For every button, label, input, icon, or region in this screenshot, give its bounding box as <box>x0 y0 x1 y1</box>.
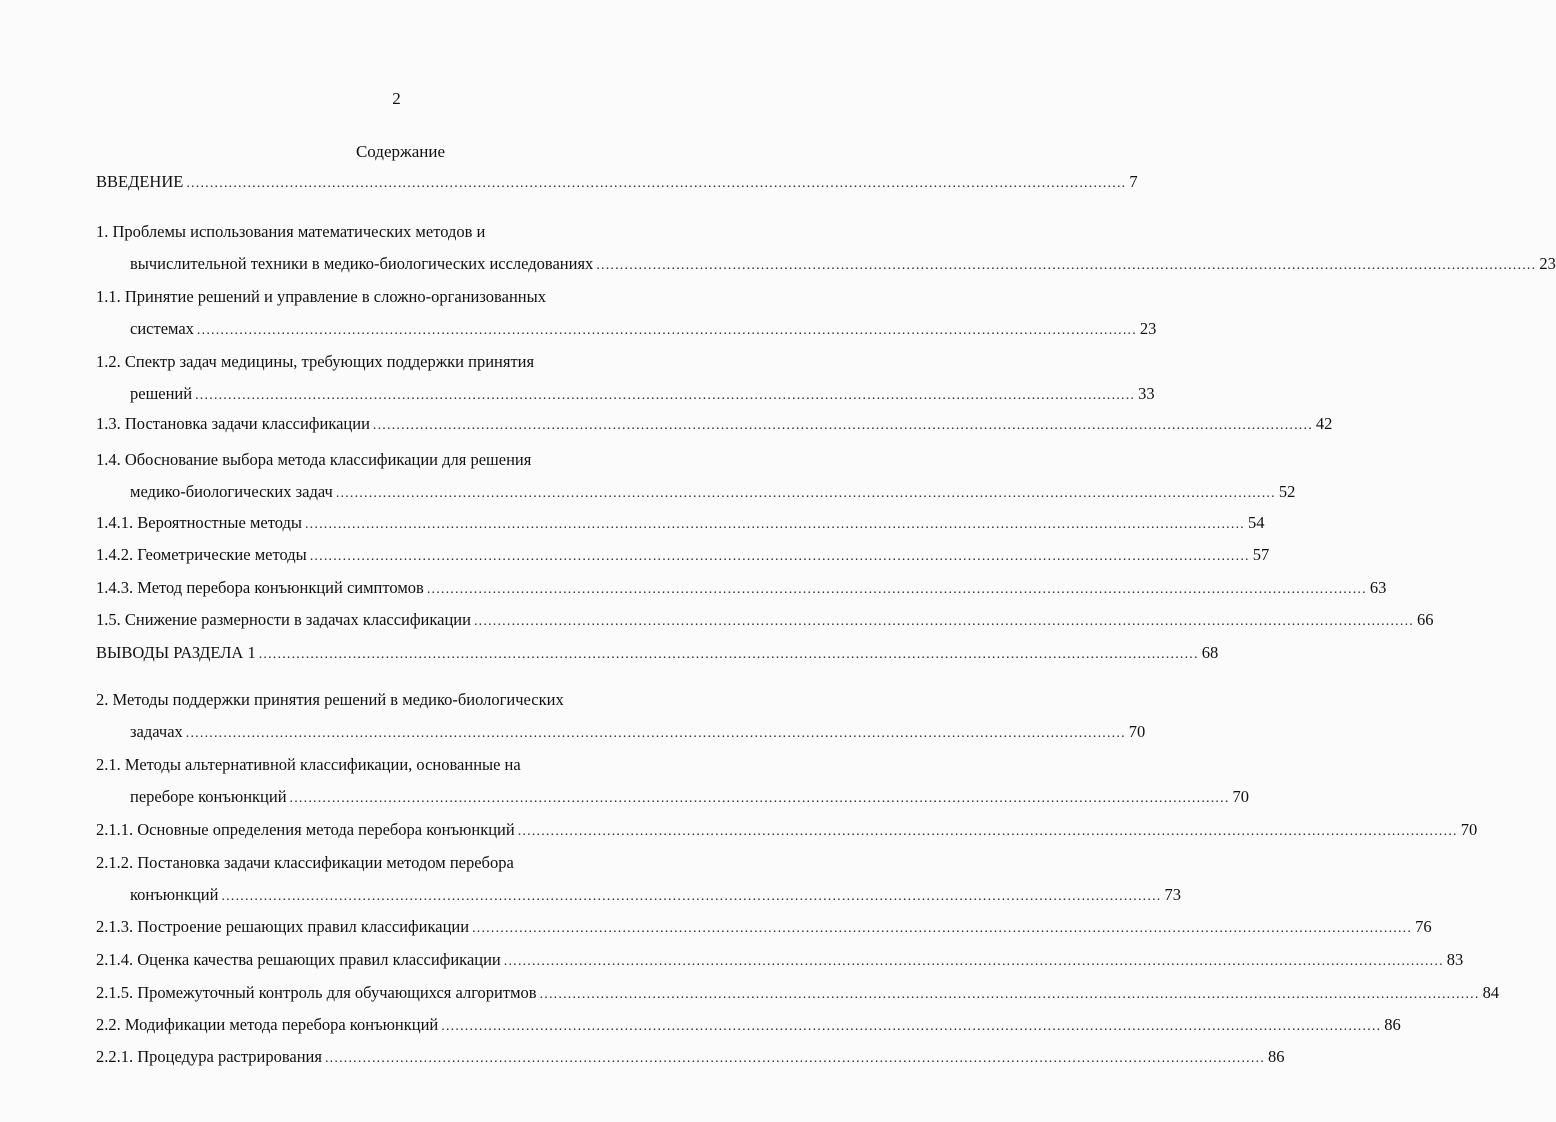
toc-entry[interactable] <box>96 287 1157 343</box>
toc-entry[interactable] <box>96 610 1434 634</box>
toc-entry[interactable] <box>96 820 1478 844</box>
toc-entry[interactable] <box>96 917 1432 941</box>
toc-entry-title: 1.4.2. Геометрические методы <box>96 545 307 564</box>
toc-entry-title: 1.1. Принятие решений и управление в сложно-организованных <box>96 287 546 306</box>
page-number: 2 <box>392 89 401 108</box>
toc-entry-line <box>96 983 1500 1007</box>
toc-entry-page-number: 84 <box>1482 983 1500 1002</box>
toc-entry-page-number: 86 <box>1267 1047 1285 1066</box>
toc-entry-title: задачах <box>130 722 183 741</box>
toc-entry-page-number: 68 <box>1201 643 1219 662</box>
toc-entry-line <box>96 1015 1401 1039</box>
toc-entry-title: 2. Методы поддержки принятия решений в медико-биологических <box>96 690 564 709</box>
dot-leader: ........................................................................................................................................................................................................ <box>221 889 1162 904</box>
toc-entry-page-number: 63 <box>1369 578 1387 597</box>
toc-entry-title: ВЫВОДЫ РАЗДЕЛА 1 <box>96 643 256 662</box>
toc-entry[interactable] <box>96 853 1181 909</box>
toc-title: Содержание <box>355 142 446 161</box>
toc-entry-continuation <box>96 885 1181 909</box>
toc-entry-page-number: 52 <box>1278 482 1296 501</box>
toc-entry-continuation <box>96 482 1296 506</box>
toc-entry[interactable] <box>96 643 1219 667</box>
toc-entry[interactable] <box>96 755 1250 811</box>
toc-entry[interactable] <box>96 513 1265 537</box>
toc-entry-title: 1.4.1. Вероятностные методы <box>96 513 302 532</box>
toc-entry-continuation <box>96 254 1556 278</box>
toc-entry-line <box>96 643 1219 667</box>
toc-entry[interactable] <box>96 414 1333 438</box>
toc-entry-title: 2.1.3. Построение решающих правил классификации <box>96 917 470 936</box>
toc-entry[interactable] <box>96 950 1464 974</box>
toc-entry-line <box>96 545 1270 569</box>
toc-entry-title: медико-биологических задач <box>130 482 333 501</box>
toc-entry-line <box>96 755 723 779</box>
dot-leader: ........................................................................................................................................................................................................ <box>185 726 1126 741</box>
dot-leader: ........................................................................................................................................................................................................ <box>472 921 1413 936</box>
toc-entry[interactable] <box>96 172 1138 196</box>
toc-entry-title: 1.3. Постановка задачи классификации <box>96 414 370 433</box>
toc-entry[interactable] <box>96 450 1296 506</box>
dot-leader: ........................................................................................................................................................................................................ <box>289 791 1230 806</box>
dot-leader: ........................................................................................................................................................................................................ <box>539 987 1480 1002</box>
toc-entry-line <box>96 578 1387 602</box>
toc-entry-page-number: 57 <box>1252 545 1270 564</box>
toc-entry-page-number: 33 <box>1138 384 1155 403</box>
toc-entry[interactable] <box>96 578 1387 602</box>
toc-entry-line <box>96 917 1432 941</box>
toc-entry-line <box>96 352 723 376</box>
toc-entry[interactable] <box>96 222 1556 278</box>
toc-entry[interactable] <box>96 1015 1401 1039</box>
toc-entry-page-number: 83 <box>1446 950 1464 969</box>
toc-entry[interactable] <box>96 690 1146 746</box>
toc-entry-title: 1.2. Спектр задач медицины, требующих поддержки принятия <box>96 352 535 371</box>
toc-entry-line <box>96 287 723 311</box>
toc-entry-title: системах <box>130 319 194 338</box>
dot-leader: ........................................................................................................................................................................................................ <box>596 258 1537 273</box>
toc-entry-title: 2.2.1. Процедура растрирования <box>96 1047 322 1066</box>
toc-entry-page-number: 23 <box>1139 319 1157 338</box>
dot-leader: ........................................................................................................................................................................................................ <box>517 824 1458 839</box>
toc-entry-title: ВВЕДЕНИЕ <box>96 172 184 191</box>
toc-entry-line <box>96 414 1333 438</box>
toc-entry-continuation <box>96 319 1157 343</box>
toc-entry-page-number: 42 <box>1315 414 1333 433</box>
toc-entry-page-number: 23 <box>1539 254 1556 273</box>
toc-entry-page-number: 70 <box>1232 787 1250 806</box>
toc-entry-continuation <box>96 384 1155 408</box>
dot-leader: ........................................................................................................................................................................................................ <box>196 323 1137 338</box>
dot-leader: ........................................................................................................................................................................................................ <box>426 582 1367 597</box>
dot-leader: ........................................................................................................................................................................................................ <box>335 486 1276 501</box>
toc-entry-line <box>96 450 723 474</box>
dot-leader: ........................................................................................................................................................................................................ <box>372 418 1313 433</box>
toc-entry-title: 2.1.2. Постановка задачи классификации методом перебора <box>96 853 514 872</box>
toc-entry-continuation <box>96 722 1146 746</box>
toc-entry-title: 1.4.3. Метод перебора конъюнкций симптомов <box>96 578 424 597</box>
dot-leader: ........................................................................................................................................................................................................ <box>186 176 1127 191</box>
toc-entry-line <box>96 610 1434 634</box>
toc-entry-title: 1.4. Обоснование выбора метода классификации для решения <box>96 450 532 469</box>
toc-entry-page-number: 86 <box>1384 1015 1401 1034</box>
toc-entry-title: 2.1.4. Оценка качества решающих правил классификации <box>96 950 501 969</box>
dot-leader: ........................................................................................................................................................................................................ <box>195 388 1136 403</box>
dot-leader: ........................................................................................................................................................................................................ <box>473 614 1414 629</box>
toc-entry-line <box>96 1047 1285 1071</box>
toc-entry-line <box>96 222 723 246</box>
toc-entry-line <box>96 950 1464 974</box>
toc-entry-title: конъюнкций <box>130 885 219 904</box>
toc-entry-title: 2.2. Модификации метода перебора конъюнкций <box>96 1015 439 1034</box>
toc-entry-line <box>96 513 1265 537</box>
toc-entry-title: 2.1. Методы альтернативной классификации, основанные на <box>96 755 521 774</box>
toc-entry-title: 1. Проблемы использования математических методов и <box>96 222 486 241</box>
toc-entry-title: 1.5. Снижение размерности в задачах классификации <box>96 610 471 629</box>
toc-entry-page-number: 73 <box>1164 885 1181 904</box>
toc-entry-line <box>96 853 723 877</box>
toc-entry-title: переборе конъюнкций <box>130 787 287 806</box>
toc-entry-title: решений <box>130 384 193 403</box>
toc-entry-page-number: 76 <box>1415 917 1432 936</box>
toc-entry-title: 2.1.1. Основные определения метода перебора конъюнкций <box>96 820 515 839</box>
dot-leader: ........................................................................................................................................................................................................ <box>503 954 1444 969</box>
toc-entry[interactable] <box>96 352 1155 408</box>
dot-leader: ........................................................................................................................................................................................................ <box>304 517 1245 532</box>
toc-entry-page-number: 66 <box>1416 610 1434 629</box>
toc-entry-title: вычислительной техники в медико-биологических исследованиях <box>130 254 594 273</box>
toc-entry-page-number: 70 <box>1128 722 1146 741</box>
toc-entry-page-number: 54 <box>1247 513 1265 532</box>
dot-leader: ........................................................................................................................................................................................................ <box>309 549 1250 564</box>
dot-leader: ........................................................................................................................................................................................................ <box>324 1051 1265 1066</box>
toc-entry-line <box>96 820 1478 844</box>
toc-entry-page-number: 7 <box>1129 172 1138 191</box>
toc-entry-line <box>96 690 723 714</box>
toc-entry-continuation <box>96 787 1250 811</box>
toc-entry[interactable] <box>96 1047 1285 1071</box>
toc-entry-page-number: 70 <box>1460 820 1478 839</box>
dot-leader: ........................................................................................................................................................................................................ <box>441 1019 1382 1034</box>
toc-entry[interactable] <box>96 545 1270 569</box>
toc-entry-line <box>96 172 1138 196</box>
toc-entry-title: 2.1.5. Промежуточный контроль для обучающихся алгоритмов <box>96 983 537 1002</box>
toc-entry[interactable] <box>96 983 1500 1007</box>
dot-leader: ........................................................................................................................................................................................................ <box>258 647 1199 662</box>
